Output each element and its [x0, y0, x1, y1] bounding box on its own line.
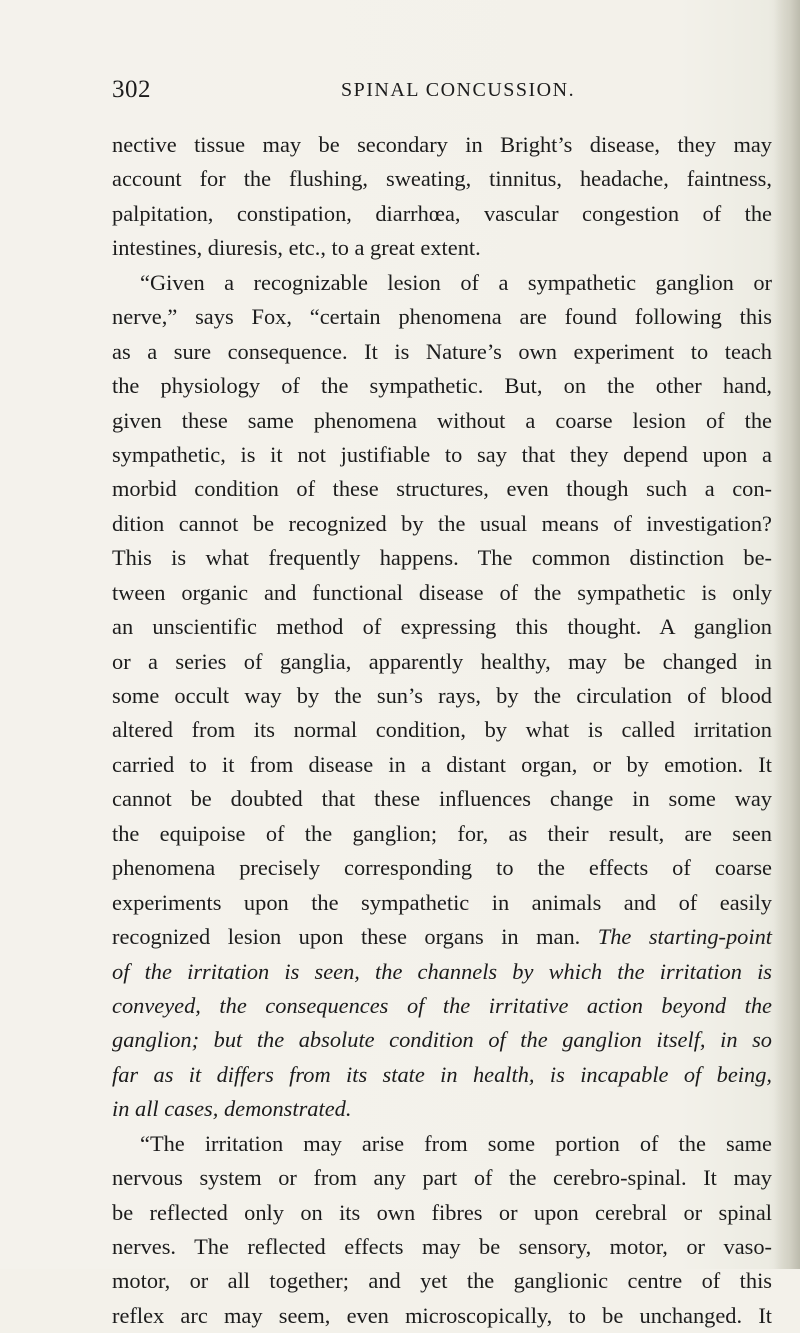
- italic-line: ganglion; but the absolute condition of the ganglion itself, in so: [112, 1027, 772, 1053]
- text-line: cannot be doubted that these influences change in some way: [112, 786, 772, 812]
- text-line: or a series of ganglia, apparently healthy, may be changed in: [112, 648, 772, 674]
- text-line: the physiology of the sympathetic. But, on the other hand,: [112, 373, 772, 399]
- text-line: as a sure consequence. It is Nature’s own experiment to teach: [112, 338, 772, 364]
- text-line: morbid condition of these structures, even though such a con-: [112, 476, 772, 502]
- text-line: some occult way by the sun’s rays, by the circulation of blood: [112, 683, 772, 708]
- text-line: reflex arc may seem, even microscopically, to be unchanged. It: [112, 1302, 772, 1328]
- text-line: motor, or all together; and yet the ganglionic centre of this: [112, 1268, 772, 1294]
- text-line: nerves. The reflected effects may be sensory, motor, or vaso-: [112, 1234, 772, 1259]
- running-title: SPINAL CONCUSSION.: [341, 79, 576, 101]
- text-line: intestines, diuresis, etc., to a great extent.: [112, 235, 481, 261]
- text-line: nective tissue may be secondary in Bright’s disease, they may: [112, 132, 772, 157]
- text-line: an unscientific method of expressing this thought. A ganglion: [112, 614, 772, 640]
- text-line: be reflected only on its own fibres or upon cerebral or spinal: [112, 1199, 772, 1225]
- text-line: phenomena precisely corresponding to the effects of coarse: [112, 855, 772, 881]
- italic-line: conveyed, the consequences of the irritative action beyond the: [112, 992, 772, 1018]
- text-line: dition cannot be recognized by the usual means of investigation?: [112, 510, 772, 536]
- paragraph-start-line: “Given a recognizable lesion of a sympathetic ganglion or: [140, 269, 772, 295]
- italic-line: in all cases, demonstrated.: [112, 1096, 352, 1122]
- text-line: account for the flushing, sweating, tinnitus, headache, faintness,: [112, 166, 772, 192]
- text-line: palpitation, constipation, diarrhœa, vascular congestion of the: [112, 200, 772, 226]
- text-line: carried to it from disease in a distant organ, or by emotion. It: [112, 751, 772, 777]
- text-line: sympathetic, is it not justifiable to say that they depend upon a: [112, 441, 772, 467]
- roman-segment: recognized lesion upon these organs in man.: [112, 924, 598, 950]
- italic-line: far as it differs from its state in health, is incapable of being,: [112, 1061, 772, 1087]
- italic-segment: The starting-point: [597, 924, 772, 950]
- text-line: nervous system or from any part of the cerebro-spinal. It may: [112, 1165, 772, 1191]
- text-line-mixed: [112, 920, 772, 954]
- text-line: altered from its normal condition, by what is called irritation: [112, 717, 772, 743]
- text-line: the equipoise of the ganglion; for, as their result, are seen: [112, 820, 772, 846]
- paragraph-start-line: “The irritation may arise from some portion of the same: [140, 1130, 772, 1156]
- italic-line: of the irritation is seen, the channels by which the irritation is: [112, 958, 772, 984]
- text-line: given these same phenomena without a coarse lesion of the: [112, 407, 772, 433]
- text-line: experiments upon the sympathetic in animals and of easily: [112, 889, 772, 915]
- page-number: 302: [112, 76, 151, 103]
- running-head: [112, 76, 772, 110]
- text-line: tween organic and functional disease of the sympathetic is only: [112, 579, 772, 605]
- text-line: nerve,” says Fox, “certain phenomena are found following this: [112, 304, 772, 330]
- page-edge-shadow: [774, 0, 800, 1269]
- body-text: [112, 128, 772, 1333]
- text-line: This is what frequently happens. The common distinction be-: [112, 545, 772, 571]
